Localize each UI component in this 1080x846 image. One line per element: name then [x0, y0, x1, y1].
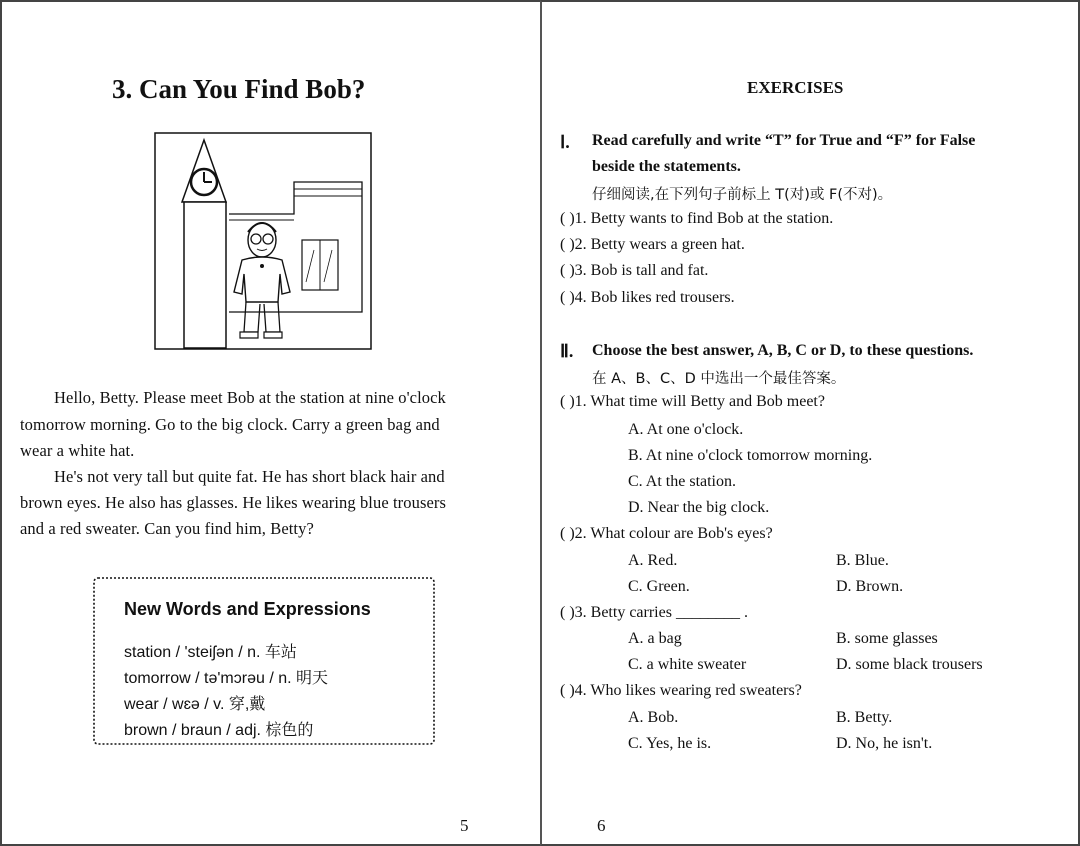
vocab-item-wear: wear / wɛə / v. 穿,戴 — [124, 696, 266, 713]
section-1-instruction-line-2: beside the statements. — [592, 158, 741, 175]
q1-option-d: D. Near the big clock. — [628, 499, 770, 516]
vocab-item-station: station / 'steiʃən / n. 车站 — [124, 644, 297, 661]
section-1-chinese-instruction: 仔细阅读,在下列句子前标上 T(对)或 F(不对)。 — [592, 187, 893, 203]
question-3: ( )3. Betty carries ________ . — [560, 604, 748, 621]
vocab-item-brown: brown / braun / adj. 棕色的 — [124, 722, 314, 739]
paragraph-line-5: brown eyes. He also has glasses. He likes wearing blue trousers — [20, 493, 447, 512]
illustration-bob-clock-tower — [154, 132, 372, 350]
q4-option-a: A. Bob. — [628, 709, 679, 726]
statement-1: ( )1. Betty wants to find Bob at the station. — [560, 210, 834, 227]
statement-4: ( )4. Bob likes red trousers. — [560, 289, 735, 306]
exercises-heading: EXERCISES — [747, 78, 844, 97]
paragraph-line-4: He's not very tall but quite fat. He has short black hair and — [54, 467, 445, 486]
q2-option-a: A. Red. — [628, 552, 678, 569]
section-2-chinese-instruction: 在 A、B、C、D 中选出一个最佳答案。 — [592, 371, 846, 387]
question-2: ( )2. What colour are Bob's eyes? — [560, 525, 773, 542]
question-4: ( )4. Who likes wearing red sweaters? — [560, 682, 802, 699]
right-page — [540, 0, 1080, 846]
q2-option-c: C. Green. — [628, 578, 690, 595]
q3-option-a: A. a bag — [628, 630, 682, 647]
vocab-item-tomorrow: tomorrow / tə'mɔrəu / n. 明天 — [124, 670, 328, 687]
section-2-instruction: Choose the best answer, A, B, C or D, to these questions. — [592, 342, 974, 359]
q4-option-b: B. Betty. — [836, 709, 893, 726]
q2-option-d: D. Brown. — [836, 578, 904, 595]
q1-option-b: B. At nine o'clock tomorrow morning. — [628, 447, 873, 464]
q3-option-b: B. some glasses — [836, 630, 938, 647]
statement-3: ( )3. Bob is tall and fat. — [560, 262, 709, 279]
paragraph-line-6: and a red sweater. Can you find him, Betty? — [20, 519, 314, 538]
paragraph-line-3: wear a white hat. — [20, 441, 135, 460]
chapter-title: 3. Can You Find Bob? — [112, 74, 366, 104]
q2-option-b: B. Blue. — [836, 552, 889, 569]
paragraph-line-2: tomorrow morning. Go to the big clock. Carry a green bag and — [20, 415, 440, 434]
statement-2: ( )2. Betty wears a green hat. — [560, 236, 745, 253]
q1-option-c: C. At the station. — [628, 473, 736, 490]
paragraph-line-1: Hello, Betty. Please meet Bob at the station at nine o'clock — [54, 388, 446, 407]
vocab-box-title: New Words and Expressions — [124, 599, 371, 619]
page-number-right: 6 — [597, 816, 606, 835]
q4-option-c: C. Yes, he is. — [628, 735, 712, 752]
question-1: ( )1. What time will Betty and Bob meet? — [560, 393, 825, 410]
q3-option-c: C. a white sweater — [628, 656, 747, 673]
q1-option-a: A. At one o'clock. — [628, 421, 744, 438]
q3-option-d: D. some black trousers — [836, 656, 983, 673]
section-1-numeral: Ⅰ. — [560, 132, 570, 152]
section-1-instruction-line-1: Read carefully and write “T” for True and “F” for False — [592, 132, 976, 149]
page-number-left: 5 — [460, 816, 469, 835]
q4-option-d: D. No, he isn't. — [836, 735, 933, 752]
section-2-numeral: Ⅱ. — [560, 341, 574, 361]
